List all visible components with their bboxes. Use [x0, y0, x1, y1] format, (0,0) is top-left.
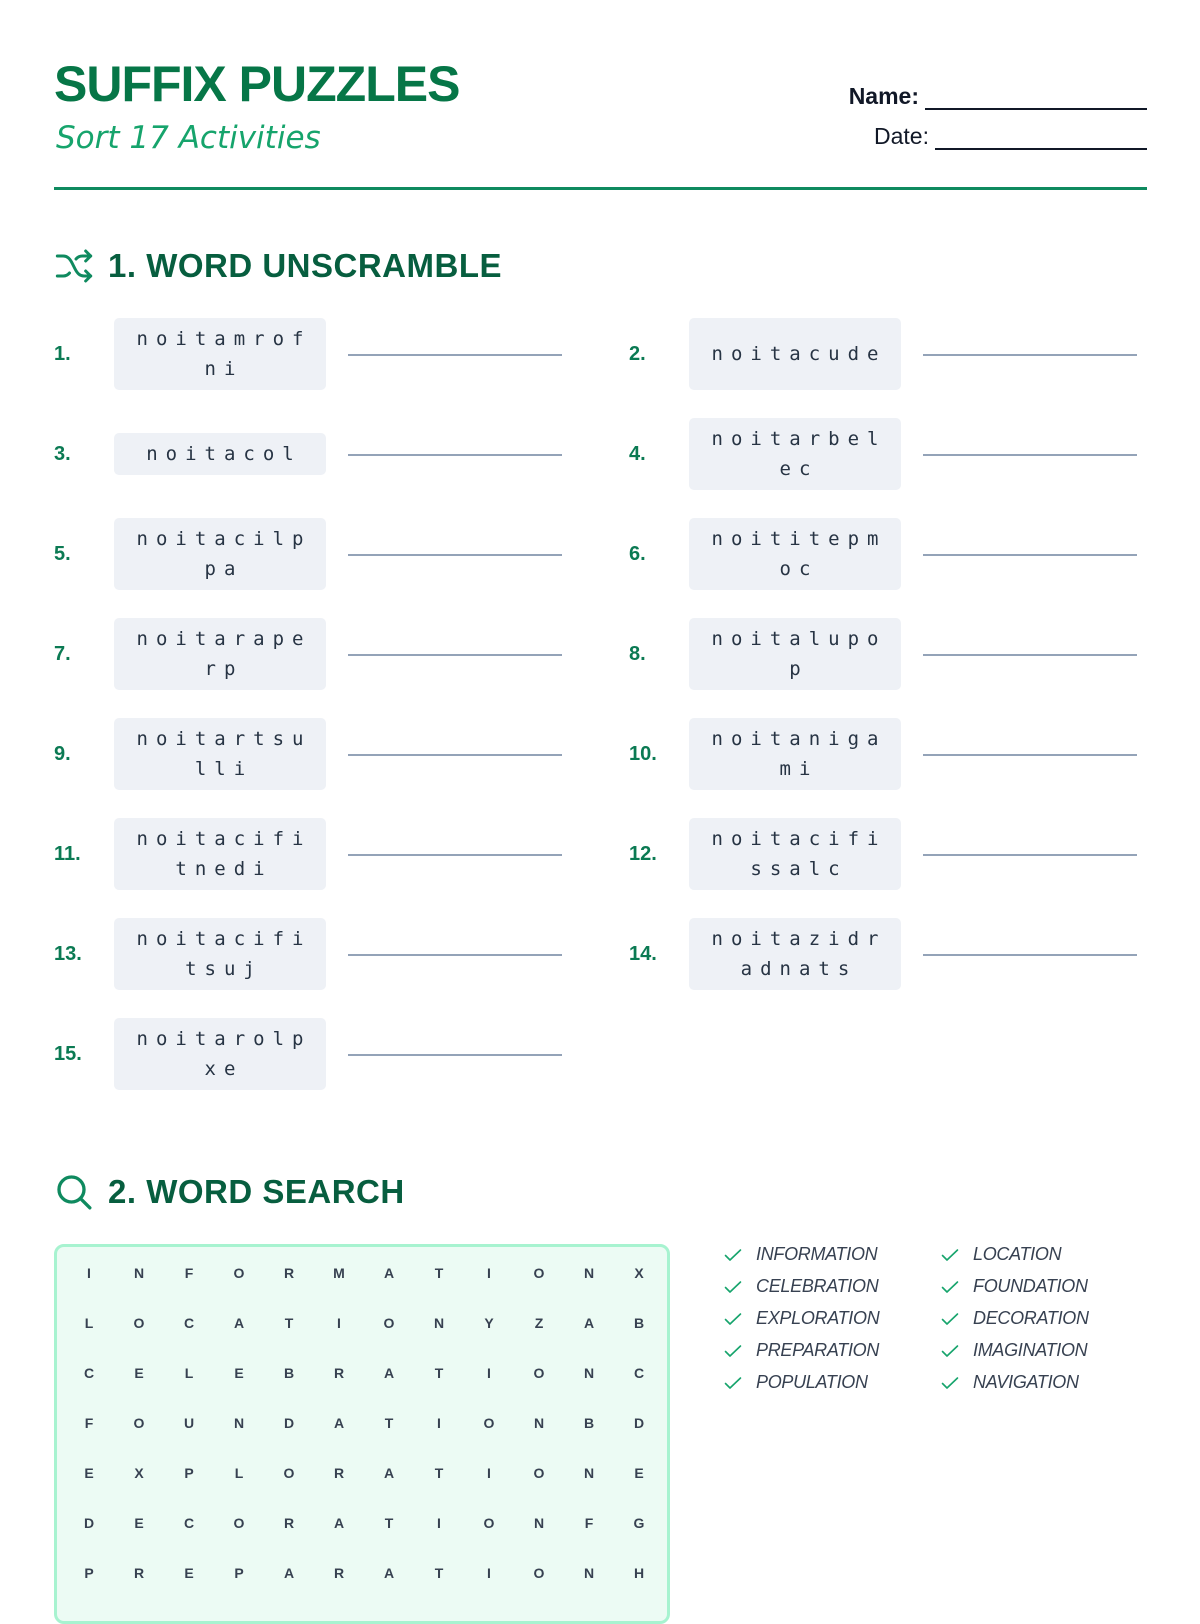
- grid-cell[interactable]: L: [234, 1465, 244, 1481]
- grid-cell[interactable]: E: [184, 1565, 194, 1581]
- grid-cell[interactable]: F: [84, 1415, 94, 1431]
- item-number: 4.: [629, 443, 646, 465]
- word-list-item: [941, 1340, 1087, 1361]
- grid-cell[interactable]: R: [283, 1515, 295, 1531]
- grid-cell[interactable]: P: [84, 1565, 94, 1581]
- student-fields: [827, 70, 1147, 150]
- grid-row: [64, 1563, 664, 1583]
- scrambled-letters: noitalupop: [711, 628, 887, 680]
- grid-cell[interactable]: F: [584, 1515, 594, 1531]
- scrambled-letters: noitarbelec: [711, 428, 887, 480]
- grid-cell[interactable]: O: [533, 1465, 545, 1481]
- grid-cell[interactable]: L: [84, 1315, 94, 1331]
- scrambled-word-box: [689, 318, 901, 390]
- grid-row: [64, 1513, 664, 1533]
- grid-cell[interactable]: T: [384, 1515, 394, 1531]
- word-list-text: IMAGINATION: [973, 1340, 1088, 1360]
- unscramble-item: [54, 818, 564, 890]
- grid-cell[interactable]: O: [283, 1465, 295, 1481]
- scrambled-word-box: [114, 718, 326, 790]
- answer-line[interactable]: [923, 554, 1137, 556]
- grid-cell[interactable]: B: [633, 1315, 645, 1331]
- grid-cell[interactable]: C: [633, 1365, 645, 1381]
- answer-line[interactable]: [923, 354, 1137, 356]
- grid-cell[interactable]: I: [437, 1415, 441, 1431]
- item-number: 2.: [629, 343, 646, 365]
- grid-cell[interactable]: N: [133, 1265, 145, 1281]
- grid-cell[interactable]: N: [583, 1365, 595, 1381]
- check-icon: [724, 1280, 742, 1294]
- grid-cell[interactable]: C: [83, 1365, 95, 1381]
- grid-cell[interactable]: H: [633, 1565, 645, 1581]
- scrambled-letters: noitanigami: [711, 728, 887, 780]
- word-list-text: FOUNDATION: [973, 1276, 1088, 1296]
- grid-cell[interactable]: E: [84, 1465, 94, 1481]
- word-list-item: [941, 1276, 1088, 1297]
- unscramble-item: [629, 318, 1139, 390]
- grid-cell[interactable]: D: [283, 1415, 295, 1431]
- shuffle-icon: [54, 246, 94, 286]
- grid-cell[interactable]: C: [183, 1315, 195, 1331]
- scrambled-word-box: [114, 518, 326, 590]
- grid-cell[interactable]: A: [333, 1415, 345, 1431]
- grid-cell[interactable]: I: [487, 1265, 491, 1281]
- word-list-item: [724, 1340, 879, 1361]
- item-number: 15.: [54, 1043, 82, 1065]
- grid-cell[interactable]: M: [333, 1265, 345, 1281]
- grid-cell[interactable]: O: [233, 1265, 245, 1281]
- header-divider: [54, 187, 1147, 190]
- word-list-item: [724, 1276, 878, 1297]
- grid-cell[interactable]: R: [333, 1565, 345, 1581]
- answer-line[interactable]: [348, 1054, 562, 1056]
- grid-cell[interactable]: O: [133, 1315, 145, 1331]
- grid-cell[interactable]: T: [434, 1365, 444, 1381]
- scrambled-letters: noitaraperp: [136, 628, 312, 680]
- item-number: 11.: [54, 843, 81, 865]
- grid-cell[interactable]: N: [433, 1315, 445, 1331]
- word-list-text: EXPLORATION: [756, 1308, 880, 1328]
- date-line[interactable]: [935, 126, 1147, 150]
- grid-cell[interactable]: L: [184, 1365, 194, 1381]
- grid-cell[interactable]: E: [134, 1515, 144, 1531]
- grid-cell[interactable]: N: [583, 1465, 595, 1481]
- item-number: 9.: [54, 743, 71, 765]
- answer-line[interactable]: [348, 454, 562, 456]
- grid-cell[interactable]: O: [533, 1565, 545, 1581]
- grid-cell[interactable]: U: [183, 1415, 195, 1431]
- grid-cell[interactable]: G: [633, 1515, 645, 1531]
- word-list-text: INFORMATION: [756, 1244, 878, 1264]
- scrambled-letters: noititepmoc: [711, 528, 887, 580]
- grid-row: [64, 1263, 664, 1283]
- grid-cell[interactable]: T: [434, 1465, 444, 1481]
- grid-cell[interactable]: T: [434, 1265, 444, 1281]
- word-list-item: [941, 1308, 1089, 1329]
- unscramble-heading-text: 1. WORD UNSCRAMBLE: [108, 247, 502, 284]
- word-list-text: PREPARATION: [756, 1340, 880, 1360]
- scrambled-word-box: [689, 718, 901, 790]
- answer-line[interactable]: [923, 954, 1137, 956]
- check-icon: [941, 1248, 959, 1262]
- check-icon: [724, 1312, 742, 1326]
- grid-cell[interactable]: B: [283, 1365, 295, 1381]
- grid-cell[interactable]: E: [134, 1365, 144, 1381]
- unscramble-item: [54, 1018, 564, 1090]
- grid-cell[interactable]: T: [434, 1565, 444, 1581]
- grid-cell[interactable]: O: [133, 1415, 145, 1431]
- grid-cell[interactable]: E: [634, 1465, 644, 1481]
- scrambled-word-box: [114, 818, 326, 890]
- grid-cell[interactable]: I: [487, 1365, 491, 1381]
- item-number: 13.: [54, 943, 82, 965]
- scrambled-letters: noitarolpxe: [136, 1028, 312, 1080]
- word-list-item: [941, 1244, 1061, 1265]
- word-search-grid: [54, 1244, 670, 1624]
- date-field[interactable]: [827, 110, 1147, 150]
- grid-row: [64, 1413, 664, 1433]
- scrambled-word-box: [114, 918, 326, 990]
- unscramble-item: [629, 618, 1139, 690]
- scrambled-word-box: [114, 618, 326, 690]
- grid-cell[interactable]: R: [333, 1365, 345, 1381]
- answer-line[interactable]: [348, 654, 562, 656]
- search-icon: [54, 1172, 94, 1212]
- unscramble-heading: [54, 246, 502, 286]
- grid-cell[interactable]: Z: [534, 1315, 544, 1331]
- unscramble-item: [629, 518, 1139, 590]
- grid-cell[interactable]: I: [437, 1515, 441, 1531]
- grid-cell[interactable]: C: [183, 1515, 195, 1531]
- word-list-text: NAVIGATION: [973, 1372, 1079, 1392]
- unscramble-item: [629, 418, 1139, 490]
- grid-cell[interactable]: T: [284, 1315, 294, 1331]
- unscramble-item: [54, 518, 564, 590]
- word-list-item: [724, 1372, 868, 1393]
- grid-cell[interactable]: A: [383, 1565, 395, 1581]
- grid-cell[interactable]: I: [487, 1565, 491, 1581]
- grid-cell[interactable]: A: [233, 1315, 245, 1331]
- scrambled-word-box: [114, 1018, 326, 1090]
- name-line[interactable]: [925, 86, 1147, 110]
- grid-cell[interactable]: F: [184, 1265, 194, 1281]
- unscramble-item: [629, 918, 1139, 990]
- grid-cell[interactable]: A: [383, 1265, 395, 1281]
- wordsearch-heading: [54, 1172, 405, 1212]
- grid-cell[interactable]: O: [383, 1315, 395, 1331]
- item-number: 6.: [629, 543, 646, 565]
- grid-cell[interactable]: B: [583, 1415, 595, 1431]
- scrambled-letters: noitacifitsuj: [136, 928, 312, 980]
- page-title: SUFFIX PUZZLES: [54, 56, 460, 112]
- grid-cell[interactable]: O: [483, 1515, 495, 1531]
- check-icon: [941, 1344, 959, 1358]
- grid-cell[interactable]: I: [337, 1315, 341, 1331]
- grid-cell[interactable]: R: [333, 1465, 345, 1481]
- grid-cell[interactable]: X: [634, 1265, 644, 1281]
- grid-cell[interactable]: A: [333, 1515, 345, 1531]
- grid-cell[interactable]: N: [533, 1515, 545, 1531]
- grid-cell[interactable]: E: [234, 1365, 244, 1381]
- item-number: 10.: [629, 743, 657, 765]
- page-subtitle: Sort 17 Activities: [56, 120, 321, 156]
- scrambled-word-box: [114, 318, 326, 390]
- grid-cell[interactable]: A: [383, 1465, 395, 1481]
- grid-cell[interactable]: R: [133, 1565, 145, 1581]
- answer-line[interactable]: [923, 654, 1137, 656]
- item-number: 7.: [54, 643, 71, 665]
- scrambled-letters: noitartsulli: [136, 728, 312, 780]
- grid-cell[interactable]: A: [283, 1565, 295, 1581]
- check-icon: [941, 1280, 959, 1294]
- unscramble-item: [54, 318, 564, 390]
- unscramble-item: [54, 918, 564, 990]
- grid-cell[interactable]: A: [383, 1365, 395, 1381]
- grid-cell[interactable]: P: [234, 1565, 244, 1581]
- grid-cell[interactable]: N: [583, 1265, 595, 1281]
- item-number: 8.: [629, 643, 646, 665]
- word-list-item: [724, 1308, 879, 1329]
- word-list-item: [724, 1244, 877, 1265]
- item-number: 1.: [54, 343, 71, 365]
- scrambled-word-box: [689, 818, 901, 890]
- scrambled-word-box: [689, 518, 901, 590]
- word-list-text: POPULATION: [756, 1372, 868, 1392]
- scrambled-letters: noitacilppa: [136, 528, 312, 580]
- name-label: Name:: [848, 83, 919, 109]
- worksheet-header: [54, 52, 1147, 192]
- answer-line[interactable]: [348, 554, 562, 556]
- scrambled-letters: noitamrofni: [136, 328, 312, 380]
- grid-cell[interactable]: I: [87, 1265, 91, 1281]
- word-list-text: CELEBRATION: [756, 1276, 879, 1296]
- scrambled-letters: noitacifissalc: [711, 828, 887, 880]
- answer-line[interactable]: [923, 754, 1137, 756]
- name-field[interactable]: [827, 70, 1147, 110]
- grid-cell[interactable]: N: [533, 1415, 545, 1431]
- item-number: 3.: [54, 443, 71, 465]
- grid-cell[interactable]: D: [83, 1515, 95, 1531]
- grid-cell[interactable]: O: [533, 1365, 545, 1381]
- grid-cell[interactable]: Y: [484, 1315, 494, 1331]
- check-icon: [941, 1312, 959, 1326]
- scrambled-word-box: [114, 433, 326, 475]
- grid-row: [64, 1363, 664, 1383]
- unscramble-item: [54, 418, 564, 490]
- grid-cell[interactable]: P: [184, 1465, 194, 1481]
- answer-line[interactable]: [348, 354, 562, 356]
- grid-cell[interactable]: N: [233, 1415, 245, 1431]
- scrambled-word-box: [689, 618, 901, 690]
- word-list-text: LOCATION: [973, 1244, 1062, 1264]
- check-icon: [724, 1344, 742, 1358]
- answer-line[interactable]: [348, 854, 562, 856]
- scrambled-word-box: [689, 418, 901, 490]
- grid-cell[interactable]: X: [134, 1465, 144, 1481]
- grid-cell[interactable]: A: [583, 1315, 595, 1331]
- word-list-text: DECORATION: [973, 1308, 1089, 1328]
- grid-row: [64, 1313, 664, 1333]
- unscramble-item: [629, 818, 1139, 890]
- grid-cell[interactable]: T: [384, 1415, 394, 1431]
- scrambled-word-box: [689, 918, 901, 990]
- scrambled-letters: noitazidradnats: [711, 928, 887, 980]
- word-list-item: [941, 1372, 1079, 1393]
- scrambled-letters: noitacifitnedi: [136, 828, 312, 880]
- item-number: 12.: [629, 843, 657, 865]
- check-icon: [724, 1248, 742, 1262]
- item-number: 14.: [629, 943, 657, 965]
- grid-row: [64, 1463, 664, 1483]
- answer-line[interactable]: [923, 454, 1137, 456]
- scrambled-letters: noitacol: [146, 443, 302, 465]
- check-icon: [941, 1376, 959, 1390]
- grid-cell[interactable]: O: [533, 1265, 545, 1281]
- wordsearch-heading-text: 2. WORD SEARCH: [108, 1173, 405, 1210]
- answer-line[interactable]: [348, 754, 562, 756]
- unscramble-item: [54, 618, 564, 690]
- answer-line[interactable]: [923, 854, 1137, 856]
- grid-cell[interactable]: N: [583, 1565, 595, 1581]
- check-icon: [724, 1376, 742, 1390]
- scrambled-letters: noitacude: [711, 343, 887, 365]
- unscramble-item: [629, 718, 1139, 790]
- grid-cell[interactable]: O: [233, 1515, 245, 1531]
- item-number: 5.: [54, 543, 71, 565]
- grid-cell[interactable]: O: [483, 1415, 495, 1431]
- grid-cell[interactable]: I: [487, 1465, 491, 1481]
- answer-line[interactable]: [348, 954, 562, 956]
- grid-cell[interactable]: R: [283, 1265, 295, 1281]
- unscramble-item: [54, 718, 564, 790]
- grid-cell[interactable]: D: [633, 1415, 645, 1431]
- date-label: Date:: [874, 123, 929, 149]
